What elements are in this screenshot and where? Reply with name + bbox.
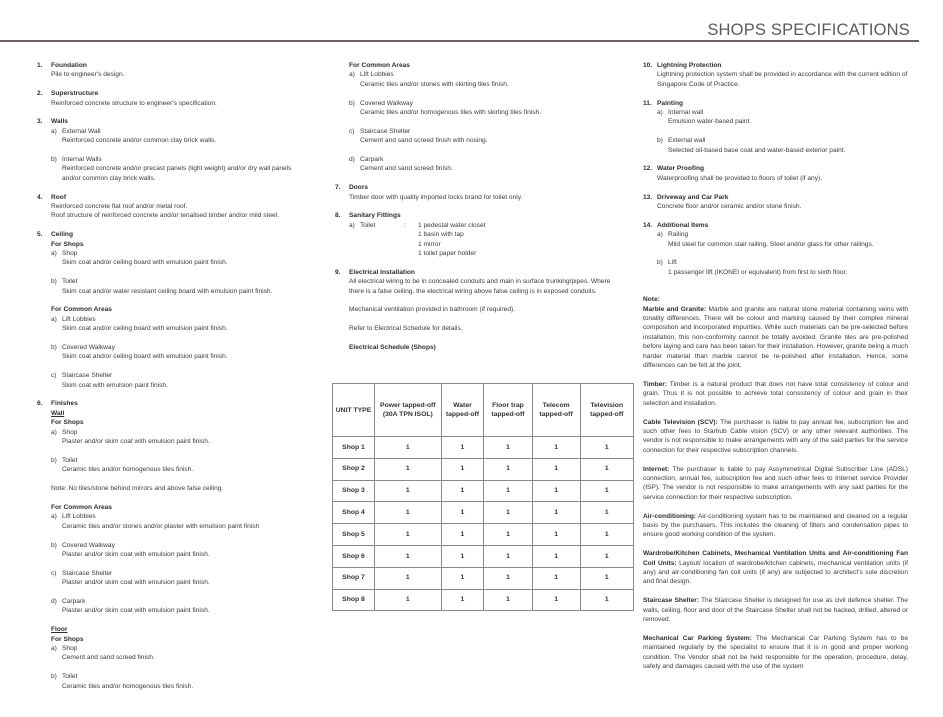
table-cell: 1 xyxy=(375,545,442,567)
sub-item: c) Staircase Shelter Plaster and/or skim coat with emulsion paint finish. xyxy=(51,569,210,587)
note-item xyxy=(643,512,908,540)
unit-type-cell: Shop 7 xyxy=(333,567,375,589)
sub-item: a) Internal wall Emulsion water-based paint. xyxy=(657,109,752,126)
section-title: Driveway and Car Park xyxy=(657,193,729,201)
table-cell: 1 xyxy=(441,545,484,567)
section-lightning-protection: 10. Lightning Protection Lightning protection system shall be provided in accordance with the current edition of Singapore Code of Practice. xyxy=(643,62,908,88)
sub-item: b) Covered Walkway Skim coat and/or ceiling board with emulsion paint finish. xyxy=(51,344,228,361)
section-walls: 3. Walls a) External Wall Reinforced concrete and/or common clay brick walls. b) Internal Walls Reinforced concrete and/or precast panels (light weight) and/or dry wall panels and/or common clay brick walls. xyxy=(37,117,307,183)
header-divider xyxy=(0,40,919,42)
sub-item: c) Staircase Shelter Skim coat with emulsion paint finish. xyxy=(51,372,168,389)
fitting-item: 1 mirror xyxy=(418,240,441,248)
notes-heading: Note: xyxy=(643,296,660,304)
table-cell: 1 xyxy=(532,524,580,546)
section-additional-items: 14. Additional Items a) Railing Mild steel for common stair railing. Steel and/or glass for other railings. b) Lift 1 passenger lift (IKONEI or equivalent) from first to sixth floor. xyxy=(643,221,908,277)
page-title: SHOPS SPECIFICATIONS xyxy=(707,21,910,39)
note-title: Air-conditioning: xyxy=(643,512,697,520)
table-cell: 1 xyxy=(375,437,442,459)
column-header: Television tapped-off xyxy=(580,384,634,437)
note-title: Marble and Granite: xyxy=(643,305,707,313)
table-cell: 1 xyxy=(441,458,484,480)
column-header: Power tapped-off (30A TPN ISOL) xyxy=(375,384,442,437)
table-cell: 1 xyxy=(441,502,484,524)
table-row xyxy=(333,502,634,524)
table-cell: 1 xyxy=(441,589,484,611)
sub-item: a) Railing Mild steel for common stair railing. Steel and/or glass for other railings. xyxy=(657,231,874,248)
section-title: Electrical Installation xyxy=(349,268,415,276)
note-text: The purchaser is liable to pay Assymmetrical Digital Subscriber Line (ADSL) connection, annual fee, subscription fee and such other fees to Internet service Provider (ISP). The vendor is not responsible to make arrangements with any said parties for the service connection for their respective subscription. xyxy=(643,465,908,501)
section-finishes-floor-common: For Common Areas a) Lift Lobbies Ceramic tiles and/or stones with skirting tiles finish. b) Covered Walkway Ceramic tiles and/or homogenous tiles with skirting tiles finish. c) Staircase Shelter Cement and sand screed finish with nosing. d) Carpark Cement and sand screed finish. xyxy=(335,61,625,174)
table-cell: 1 xyxy=(580,502,634,524)
sub-item: b) Lift 1 passenger lift (IKONEI or equivalent) from first to sixth floor. xyxy=(657,259,848,276)
section-foundation: 1. Foundation Pile to engineer's design. xyxy=(37,61,307,80)
unit-type-cell: Shop 6 xyxy=(333,545,375,567)
section-title: Water Proofing xyxy=(657,165,705,173)
section-title: Walls xyxy=(51,118,68,126)
note-text: Timber is a natural product that does not have total consistency of colour and grain. Thus it is not possible to achieve total consistency of colour and grain in their selection and installation. xyxy=(643,380,908,407)
table-cell: 1 xyxy=(441,480,484,502)
unit-type-cell: Shop 8 xyxy=(333,589,375,611)
sub-item: a) External Wall Reinforced concrete and/or common clay brick walls. xyxy=(51,127,217,145)
table-cell: 1 xyxy=(484,545,532,567)
section-title: Foundation xyxy=(51,62,87,69)
unit-type-cell: Shop 5 xyxy=(333,524,375,546)
table-row xyxy=(333,589,634,611)
sub-item: b) Internal Walls Reinforced concrete and/or precast panels (light weight) and/or dry wall panels and/or common clay brick walls. xyxy=(51,156,292,182)
unit-type-cell: Shop 1 xyxy=(333,437,375,459)
table-cell: 1 xyxy=(375,524,442,546)
table-cell: 1 xyxy=(532,458,580,480)
section-title: Roof xyxy=(51,193,67,201)
table-cell: 1 xyxy=(580,458,634,480)
column-header: Water tapped-off xyxy=(441,384,484,437)
section-text: Pile to engineer's design. xyxy=(51,71,125,79)
sub-item: d) Carpark Cement and sand screed finish. xyxy=(349,156,453,173)
table-cell: 1 xyxy=(532,502,580,524)
section-painting: 11. Painting a) Internal wall Emulsion water-based paint. b) External wall Selected oil-based base coat and water-based exterior paint. xyxy=(643,99,908,155)
note-title: Internet: xyxy=(643,465,670,473)
electrical-schedule-table xyxy=(332,383,634,611)
table-row xyxy=(333,567,634,589)
note-item xyxy=(643,305,908,371)
section-finishes: 6. Finishes Wall For Shops a) Shop Plaster and/or skim coat with emulsion paint finish. b) Toilet Ceramic tiles and/or homogenous tiles finish. Note: No tiles/stone behind mirrors and above false ceiling. For Common Areas a) Lift Lobbies Ceramic tiles and/or stones and/or plaster with emulsion paint finish b) Covered Walkway Plaster and/or skim coat with emulsion paint finish. c) Staircase Shelter Plaster and/or skim coat with emulsion paint finish. d) Carpark Plaster and/or skim coat with emulsion paint finish. Floor For Shops a) Shop Cement and sand screed finish. b) Toilet Ceramic tiles and/or homogenous tiles finish. xyxy=(37,399,307,690)
table-cell: 1 xyxy=(580,480,634,502)
column-left xyxy=(37,61,307,700)
section-title: Additional Items xyxy=(657,221,709,229)
note-title: Staircase Shelter: xyxy=(643,597,700,605)
note-title: Wardrobe/Kitchen Cabinets, Mechanical Ventilation Units and Air-conditioning Fan Coil Units: xyxy=(643,550,908,567)
note-title: Mechanical Car Parking System: xyxy=(643,634,752,642)
section-doors: 7. Doors Timber door with quality imported locks brand for toilet only. xyxy=(335,183,625,202)
table-cell: 1 xyxy=(375,567,442,589)
note-item xyxy=(643,418,908,456)
sub-item: b) Toilet Ceramic tiles and/or homogenous tiles finish. xyxy=(51,673,194,690)
table-cell: 1 xyxy=(441,567,484,589)
table-row xyxy=(333,524,634,546)
section-title: Superstructure xyxy=(51,90,99,98)
table-cell: 1 xyxy=(375,502,442,524)
table-cell: 1 xyxy=(375,480,442,502)
section-electrical: 9. Electrical Installation All electrical wiring to be in concealed conduits and main in surface trunking/pipes. Where there is a false ceiling, the electrical wiring above false ceiling is in exposed conduits. Mechanical ventilation provided in bathroom (if required). Refer to Electrical Schedule for details. Electrical Schedule (Shops) xyxy=(335,268,625,353)
column-right xyxy=(643,61,908,681)
note-item xyxy=(643,380,908,408)
sub-item: a) Shop Plaster and/or skim coat with emulsion paint finish. xyxy=(51,428,210,446)
note-text: The Mechanical Car Parking System has to be maintained regularly by the specialist to ensure that it is in good and proper working condition. The Vendor shall not be held responsible for the operation, procedure, delay, safety and damages caused with the use of the system xyxy=(643,634,908,670)
section-text: Reinforced concrete structure to engineer's specification. xyxy=(51,99,217,107)
table-row xyxy=(333,458,634,480)
sub-item: b) Covered Walkway Plaster and/or skim coat with emulsion paint finish. xyxy=(51,541,210,558)
section-superstructure: 2. Superstructure Reinforced concrete structure to engineer's specification. xyxy=(37,89,307,108)
table-cell: 1 xyxy=(580,545,634,567)
unit-type-cell: Shop 3 xyxy=(333,480,375,502)
table-cell: 1 xyxy=(484,437,532,459)
section-ceiling: 5. Ceiling For Shops a) Shop Skim coat and/or ceiling board with emulsion paint finish. b) Toilet Skim coat and/or water resistant ceiling board with emulsion paint finish. For Common Areas a) Lift Lobbies Skim coat and/or ceiling board with emulsion paint finish. b) Covered Walkway Skim coat and/or ceiling board with emulsion paint finish. c) Staircase Shelter Skim coat with emulsion paint finish. xyxy=(37,230,307,390)
column-middle xyxy=(335,61,625,362)
table-cell: 1 xyxy=(484,524,532,546)
section-roof: 4. Roof Reinforced concrete flat roof and/or metal roof. Roof structure of reinforced concrete and/or tenalised timber and/or mild steel. xyxy=(37,193,307,221)
table-cell: 1 xyxy=(441,524,484,546)
sub-item: a) Lift Lobbies Ceramic tiles and/or stones and/or plaster with emulsion paint finish xyxy=(51,513,260,530)
note-text: Air-conditioning system has to be maintained and cleaned on a regular basis by the purchasers. This includes the cleaning of filters and condensation pipes to ensure good working condition of the system. xyxy=(643,512,908,539)
sub-item: b) External wall Selected oil-based base coat and water-based exterior paint. xyxy=(657,137,846,154)
section-driveway: 13. Driveway and Car Park Concrete floor and/or ceramic and/or stone finish. xyxy=(643,193,908,212)
table-cell: 1 xyxy=(580,524,634,546)
sub-item: b) Toilet Ceramic tiles and/or homogenous tiles finish. xyxy=(51,456,194,474)
table-header-row xyxy=(333,384,634,437)
table-cell: 1 xyxy=(532,589,580,611)
column-header: Floor trap tapped-off xyxy=(484,384,532,437)
table-cell: 1 xyxy=(532,437,580,459)
table-cell: 1 xyxy=(484,567,532,589)
note-item xyxy=(643,465,908,503)
section-water-proofing: 12. Water Proofing Waterproofing shall be provided to floors of toilet (if any). xyxy=(643,164,908,183)
column-header: Telecom tapped-off xyxy=(532,384,580,437)
sub-item: a) Lift Lobbies Ceramic tiles and/or stones with skirting tiles finish. xyxy=(349,71,509,88)
unit-type-cell: Shop 2 xyxy=(333,458,375,480)
table-cell: 1 xyxy=(580,589,634,611)
wall-note: Note: No tiles/stone behind mirrors and above false ceiling. xyxy=(51,485,224,493)
note-item xyxy=(643,596,908,624)
table-row xyxy=(333,545,634,567)
sub-item: b) Covered Walkway Ceramic tiles and/or homogenous tiles with skirting tiles finish. xyxy=(349,99,542,117)
section-title: Lightning Protection xyxy=(657,62,722,69)
table-cell: 1 xyxy=(484,480,532,502)
table-cell: 1 xyxy=(484,458,532,480)
sub-item: b) Toilet Skim coat and/or water resistant ceiling board with emulsion paint finish. xyxy=(51,278,273,295)
section-title: Ceiling xyxy=(51,231,73,239)
note-title: Timber: xyxy=(643,380,668,388)
fitting-item: 1 basin with tap xyxy=(418,231,464,239)
notes xyxy=(643,295,908,671)
table-cell: 1 xyxy=(441,437,484,459)
table-cell: 1 xyxy=(532,545,580,567)
sub-item: a) Shop Skim coat and/or ceiling board with emulsion paint finish. xyxy=(51,250,228,267)
note-text: The Staircase Shelter is designed for use as civil defence shelter. The walls, ceiling, floor and door of the Staircase Shelter shall not be hacked, drilled, altered or removed. xyxy=(643,597,908,623)
table-cell: 1 xyxy=(532,567,580,589)
table-cell: 1 xyxy=(580,567,634,589)
note-title: Cable Television (SCV): xyxy=(643,418,718,426)
table-cell: 1 xyxy=(375,589,442,611)
table-cell: 1 xyxy=(375,458,442,480)
note-item xyxy=(643,634,908,672)
table-row xyxy=(333,437,634,459)
table-cell: 1 xyxy=(484,589,532,611)
table-cell: 1 xyxy=(580,437,634,459)
sub-item: a) Lift Lobbies Skim coat and/or ceiling board with emulsion paint finish. xyxy=(51,315,228,333)
fitting-item: 1 toilet paper holder xyxy=(418,250,477,258)
section-title: Sanitary Fittings xyxy=(349,212,401,220)
table-cell: 1 xyxy=(532,480,580,502)
sub-item: a) Shop Cement and sand screed finish. xyxy=(51,644,155,662)
table-row xyxy=(333,480,634,502)
note-text: Marble and granite are natural stone material containing veins with tonality differences. There will be colour and marking caused by their complex mineral composition and incorporated impurities. While such materials can be pre-selected before installation, this non-conformity cannot be totally avoided. Granite tiles are pre-polished before laying and care has been taken for their installation. However, granite being a much harder material than marble cannot be re-polished after installation. Hence, some differences can be felt at the joint. xyxy=(643,305,909,370)
note-text: The purchaser is liable to pay annual fee, subscription fee and such other fees to Starhub Cable vision (SCV) or any other relevant authorities. The vendor is not responsible to make arrangements with any of the said parties for the service connection for their respective subscription channels. xyxy=(643,418,908,454)
sub-item: a) Toilet : 1 pedestal water closet 1 basin with tap 1 mirror 1 toilet paper holder xyxy=(349,221,486,258)
schedule-title: Electrical Schedule (Shops) xyxy=(349,344,436,352)
table-cell: 1 xyxy=(484,502,532,524)
section-title: Painting xyxy=(657,99,684,107)
section-title: Finishes xyxy=(51,400,78,408)
section-title: Doors xyxy=(349,184,369,192)
section-sanitary-fittings: 8. Sanitary Fittings a) Toilet : 1 pedestal water closet 1 basin with tap 1 mirror 1 toilet paper holder xyxy=(335,211,625,258)
unit-type-cell: Shop 4 xyxy=(333,502,375,524)
fitting-item: 1 pedestal water closet xyxy=(418,221,486,229)
note-text: Layout/ location of wardrobe/kitchen cabinets, mechanical ventilation units (if any) and air-conditioning fan coil units (if any) are subjected to architect's sole discretion and final design. xyxy=(643,559,909,586)
column-header: UNIT TYPE xyxy=(333,384,375,437)
sub-item: d) Carpark Plaster and/or skim coat with emulsion paint finish. xyxy=(51,597,210,615)
sub-item: c) Staircase Shelter Cement and sand screed finish with nosing. xyxy=(349,127,488,145)
note-item xyxy=(643,549,908,587)
